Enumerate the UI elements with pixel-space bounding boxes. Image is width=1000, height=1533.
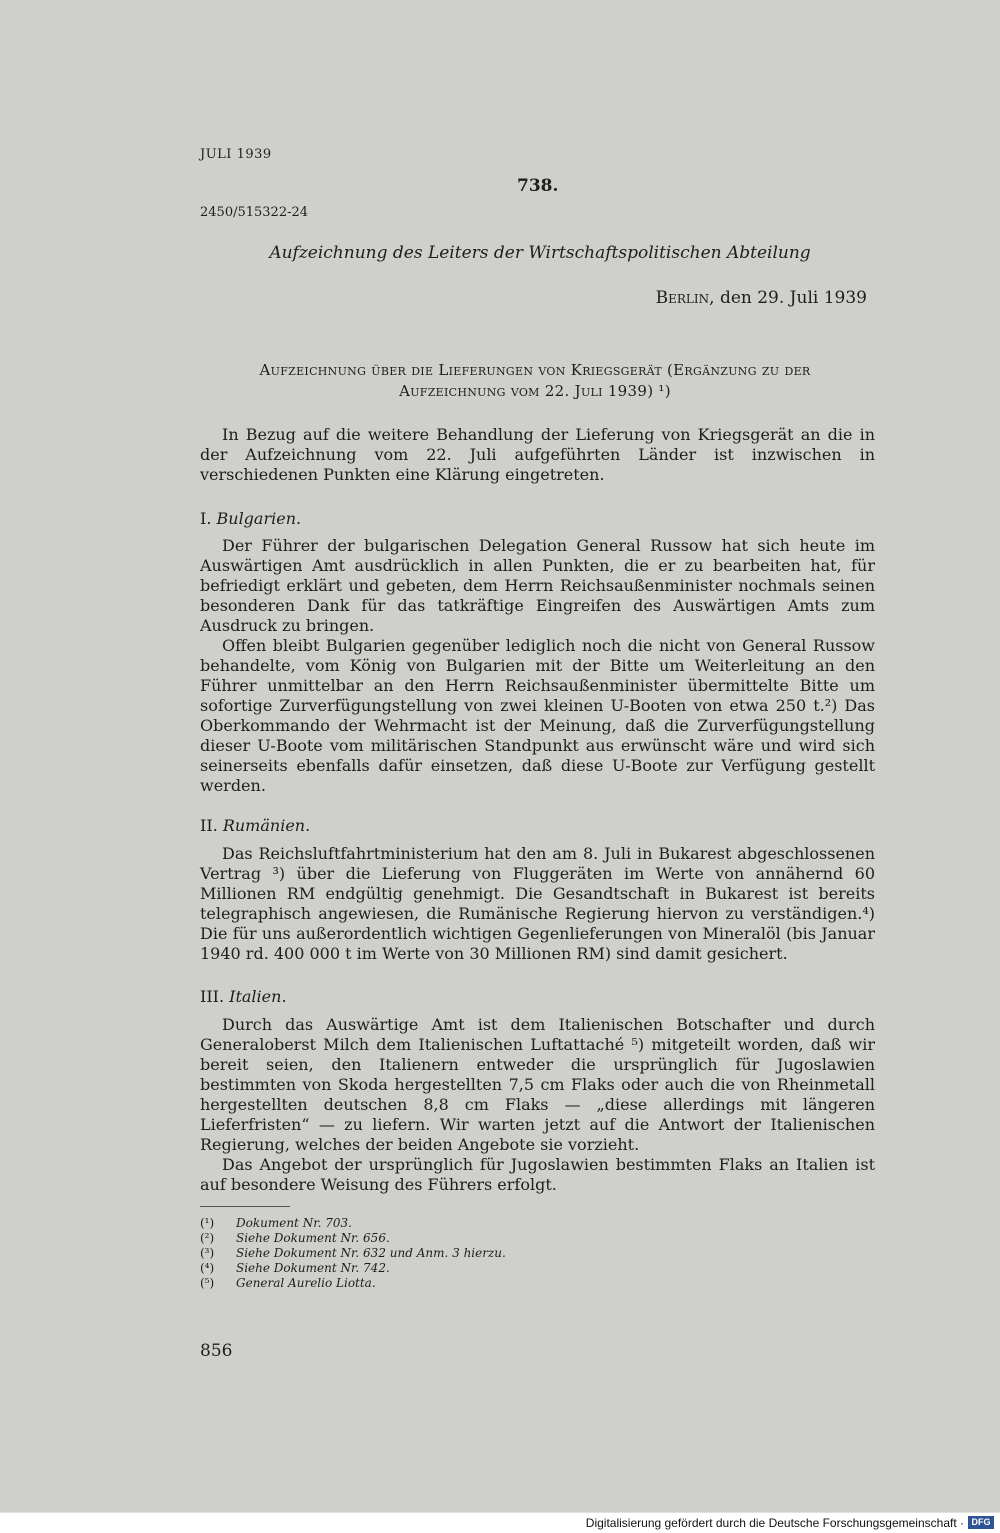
funding-text: Digitalisierung gefördert durch die Deutsche Forschungsgemeinschaft · <box>585 1516 964 1530</box>
section-number: I. <box>200 509 212 528</box>
archive-reference: 2450/515322-24 <box>200 205 309 220</box>
header-month: JULI 1939 <box>200 147 272 162</box>
paragraph: Offen bleibt Bulgarien gegenüber lediglich noch die nicht von General Russow behandelte, vom König von Bulgarien mit der Bitte um Weiterleitung an den Führer unmittelbar an den Herrn Reichsaußenminister übermittelte Bitte um sofortige Zurverfügungstellung von zwei kleinen U-Booten von etwa 250 t.²) Das Oberkommando der Wehrmacht ist der Meinung, daß die Zurverfügungstellung dieser U-Boote vom militärischen Standpunkt aus erwünscht wäre und wird sich seinerseits ebenfalls dafür einsetzen, daß diese U-Boote zur Verfügung gestellt werden. <box>200 636 875 795</box>
section-body-rumaenien <box>200 844 875 964</box>
footnotes <box>200 1216 506 1291</box>
section-name: Bulgarien. <box>216 509 302 528</box>
intro-paragraph <box>200 425 875 485</box>
paragraph: In Bezug auf die weitere Behandlung der Lieferung von Kriegsgerät an die in der Aufzeichnung vom 22. Juli aufgeführten Länder ist inzwischen in verschiedenen Punkten eine Klärung eingetreten. <box>200 425 875 484</box>
section-name: Italien. <box>229 987 287 1006</box>
document-title: Aufzeichnung des Leiters der Wirtschaftspolitischen Abteilung <box>269 243 811 263</box>
footnote <box>200 1216 506 1231</box>
section-body-bulgarien <box>200 536 875 796</box>
paragraph: Durch das Auswärtige Amt ist dem Italienischen Botschafter und durch Generaloberst Milch dem Italienischen Luftattaché ⁵) mitgeteilt worden, daß wir bereit seien, den Italienern entweder die ursprünglich für Jugoslawien bestimmten von Skoda hergestellten 7,5 cm Flaks oder auch die von Rheinmetall hergestellten deutschen 8,8 cm Flaks — „diese allerdings mit längeren Lieferfristen“ — zu liefern. Wir warten jetzt auf die Antwort der Italienischen Regierung, welches der beiden Angebote sie vorzieht. <box>200 1015 875 1154</box>
section-name: Rumänien. <box>222 816 311 835</box>
footnote-number: (²) <box>200 1231 215 1245</box>
heading-line-1: Aufzeichnung über die Lieferungen von Kriegsgerät (Ergänzung zu der <box>259 361 811 379</box>
dfg-logo-icon: DFG <box>968 1516 994 1529</box>
section-title-bulgarien <box>200 509 301 528</box>
footnote-number: (⁴) <box>200 1261 215 1275</box>
section-number: II. <box>200 816 218 835</box>
footnote-divider <box>200 1206 290 1207</box>
footnote-number: (⁵) <box>200 1276 215 1290</box>
section-title-italien <box>200 987 287 1006</box>
footnote-text: General Aurelio Liotta. <box>236 1276 376 1290</box>
section-number: III. <box>200 987 225 1006</box>
place-date <box>500 288 867 308</box>
page-number: 856 <box>200 1341 233 1361</box>
document-number: 738. <box>517 176 559 196</box>
footnote-text: Siehe Dokument Nr. 632 und Anm. 3 hierzu. <box>236 1246 506 1260</box>
footnote <box>200 1231 506 1246</box>
footnote-number: (¹) <box>200 1216 215 1230</box>
section-body-italien <box>200 1015 875 1195</box>
footnote <box>200 1246 506 1261</box>
paragraph: Das Angebot der ursprünglich für Jugoslawien bestimmten Flaks an Italien ist auf besondere Weisung des Führers erfolgt. <box>200 1155 875 1194</box>
footnote <box>200 1261 506 1276</box>
footnote-text: Siehe Dokument Nr. 742. <box>236 1261 390 1275</box>
funding-footer <box>0 1512 1000 1533</box>
section-title-rumaenien <box>200 816 310 835</box>
footnote-number: (³) <box>200 1246 215 1260</box>
paragraph: Das Reichsluftfahrtministerium hat den am 8. Juli in Bukarest abgeschlossenen Vertrag ³) über die Lieferung von Fluggeräten im Werte von annähernd 60 Millionen RM endgültig genehmigt. Die Gesandtschaft in Bukarest ist bereits telegraphisch angewiesen, die Rumänische Regierung hiervon zu verständigen.⁴) Die für uns außerordentlich wichtigen Gegenlieferungen von Mineralöl (bis Januar 1940 rd. 400 000 t im Werte von 30 Millionen RM) sind damit gesichert. <box>200 844 875 963</box>
paragraph: Der Führer der bulgarischen Delegation General Russow hat sich heute im Auswärtigen Amt ausdrücklich in allen Punkten, die er zu bearbeiten hat, für befriedigt erklärt und gebeten, dem Herrn Reichsaußenminister nochmals seinen besonderen Dank für das tatkräftige Eingreifen des Auswärtigen Amts zum Ausdruck zu bringen. <box>200 536 875 635</box>
footnote-text: Siehe Dokument Nr. 656. <box>236 1231 390 1245</box>
heading-line-2: Aufzeichnung vom 22. Juli 1939) ¹) <box>399 382 671 400</box>
footnote <box>200 1276 506 1291</box>
footnote-text: Dokument Nr. 703. <box>236 1216 352 1230</box>
place-date-text: , den 29. Juli 1939 <box>709 288 867 308</box>
place-city: Berlin <box>655 288 710 308</box>
section-heading <box>200 360 870 402</box>
